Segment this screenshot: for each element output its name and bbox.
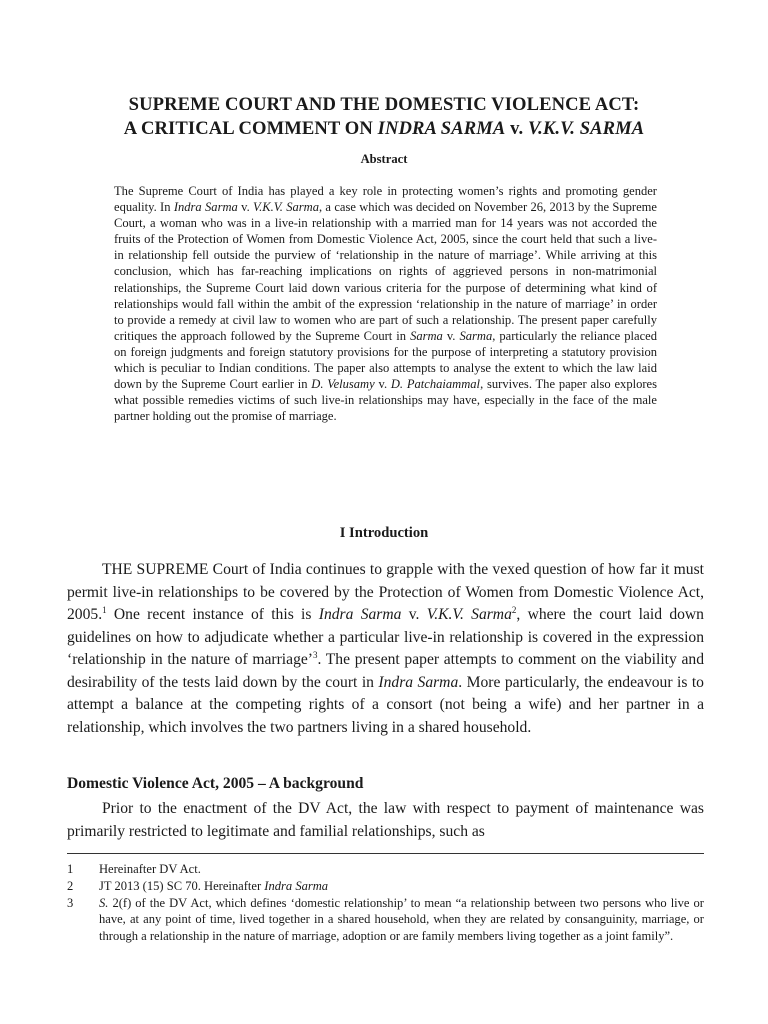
footnote-text: S. 2(f) of the DV Act, which defines ‘domestic relationship’ to mean “a relationship between two persons who live or have, at any point of time, lived together in a shared household, when they are related by consanguinity, marriage, or through a relationship in the nature of marriage, adoption or are family members living together as a joint family”. xyxy=(99,895,704,944)
footnote-item xyxy=(67,895,704,945)
footnote-ref-2[interactable]: 2 xyxy=(511,604,517,615)
footnote-number: 3 xyxy=(67,895,74,910)
title-case-name-2: V.K.V. SARMA xyxy=(527,118,645,139)
footnote-number: 1 xyxy=(67,862,74,876)
title-line-2: A CRITICAL COMMENT ON INDRA SARMA v. V.K.V. SARMA xyxy=(123,118,645,139)
footnotes xyxy=(67,861,704,945)
title-line-1: SUPREME COURT AND THE DOMESTIC VIOLENCE ACT: xyxy=(128,94,640,115)
title-case-name-1: INDRA SARMA xyxy=(377,118,506,139)
footnote-text: JT 2013 (15) SC 70. Hereinafter Indra Sarma xyxy=(99,878,329,893)
introduction-paragraph: THE SUPREME Court of India continues to grapple with the vexed question of how far it must permit live-in relationships to be covered by the Protection of Women from Domestic Violence Act, 2005.$^1$ One recent instance of this is Indra Sarma v. V.K.V. Sarma$^2$, where the court laid down guidelines on how to adjudicate whether a particular live-in relationship is covered in the expression ‘relationship in the nature of marriage’$^3$. The present paper attempts to comment on the viability and desirability of the tests laid down by the court in Indra Sarma. More particularly, the endeavour is to attempt a balance at the competing rights of a consort (not being a wife) and her partner in a relationship, which involves the two partners living in a shared household. xyxy=(67,561,704,736)
footnote-number: 2 xyxy=(67,878,74,893)
abstract-heading: Abstract xyxy=(360,152,408,166)
introduction-heading: I Introduction xyxy=(339,525,429,541)
background-paragraph: Prior to the enactment of the DV Act, the law with respect to payment of maintenance was primarily restricted to legitimate and familial relationships, such as xyxy=(67,800,704,840)
footnote-ref-3[interactable]: 3 xyxy=(312,649,318,660)
footnote-item xyxy=(67,878,704,895)
paper-title xyxy=(60,93,708,141)
footnote-item xyxy=(67,861,704,878)
footnote-divider xyxy=(67,853,704,854)
abstract-text: The Supreme Court of India has played a key role in protecting women’s rights and promoting gender equality. In Indra Sarma v. V.K.V. Sarma, a case which was decided on November 26, 2013 by the Supreme Court, a woman who was in a live-in relationship with a married man for 14 years was not accorded the fruits of the Protection of Women from Domestic Violence Act, 2005, since the court held that such a live-in relationship fell outside the purview of ‘relationship in the nature of marriage’. While arriving at this conclusion, which has far-reaching implications on rights of aggrieved persons in non-matrimonial relationships, the Supreme Court laid down various criteria for the purpose of determining what kind of relationships would fall within the ambit of the expression ‘relationship in the nature of marriage’ in order to provide a remedy at civil law to women who are part of such a relationship. The present paper carefully critiques the approach followed by the Supreme Court in Sarma v. Sarma, particularly the reliance placed on foreign judgments and foreign statutory provisions for the purpose of interpreting a statutory provision which is peculiar to Indian conditions. The paper also attempts to analyse the extent to which the law laid down by the Supreme Court earlier in D. Velusamy v. D. Patchaiammal, survives. The paper also explores what possible remedies victims of such live-in relationships may have, especially in the face of the male partner holding out the promise of marriage. xyxy=(114,184,658,424)
background-heading: Domestic Violence Act, 2005 – A background xyxy=(67,775,364,792)
footnote-ref-1[interactable]: 1 xyxy=(102,604,107,615)
footnote-text: Hereinafter DV Act. xyxy=(99,862,201,876)
